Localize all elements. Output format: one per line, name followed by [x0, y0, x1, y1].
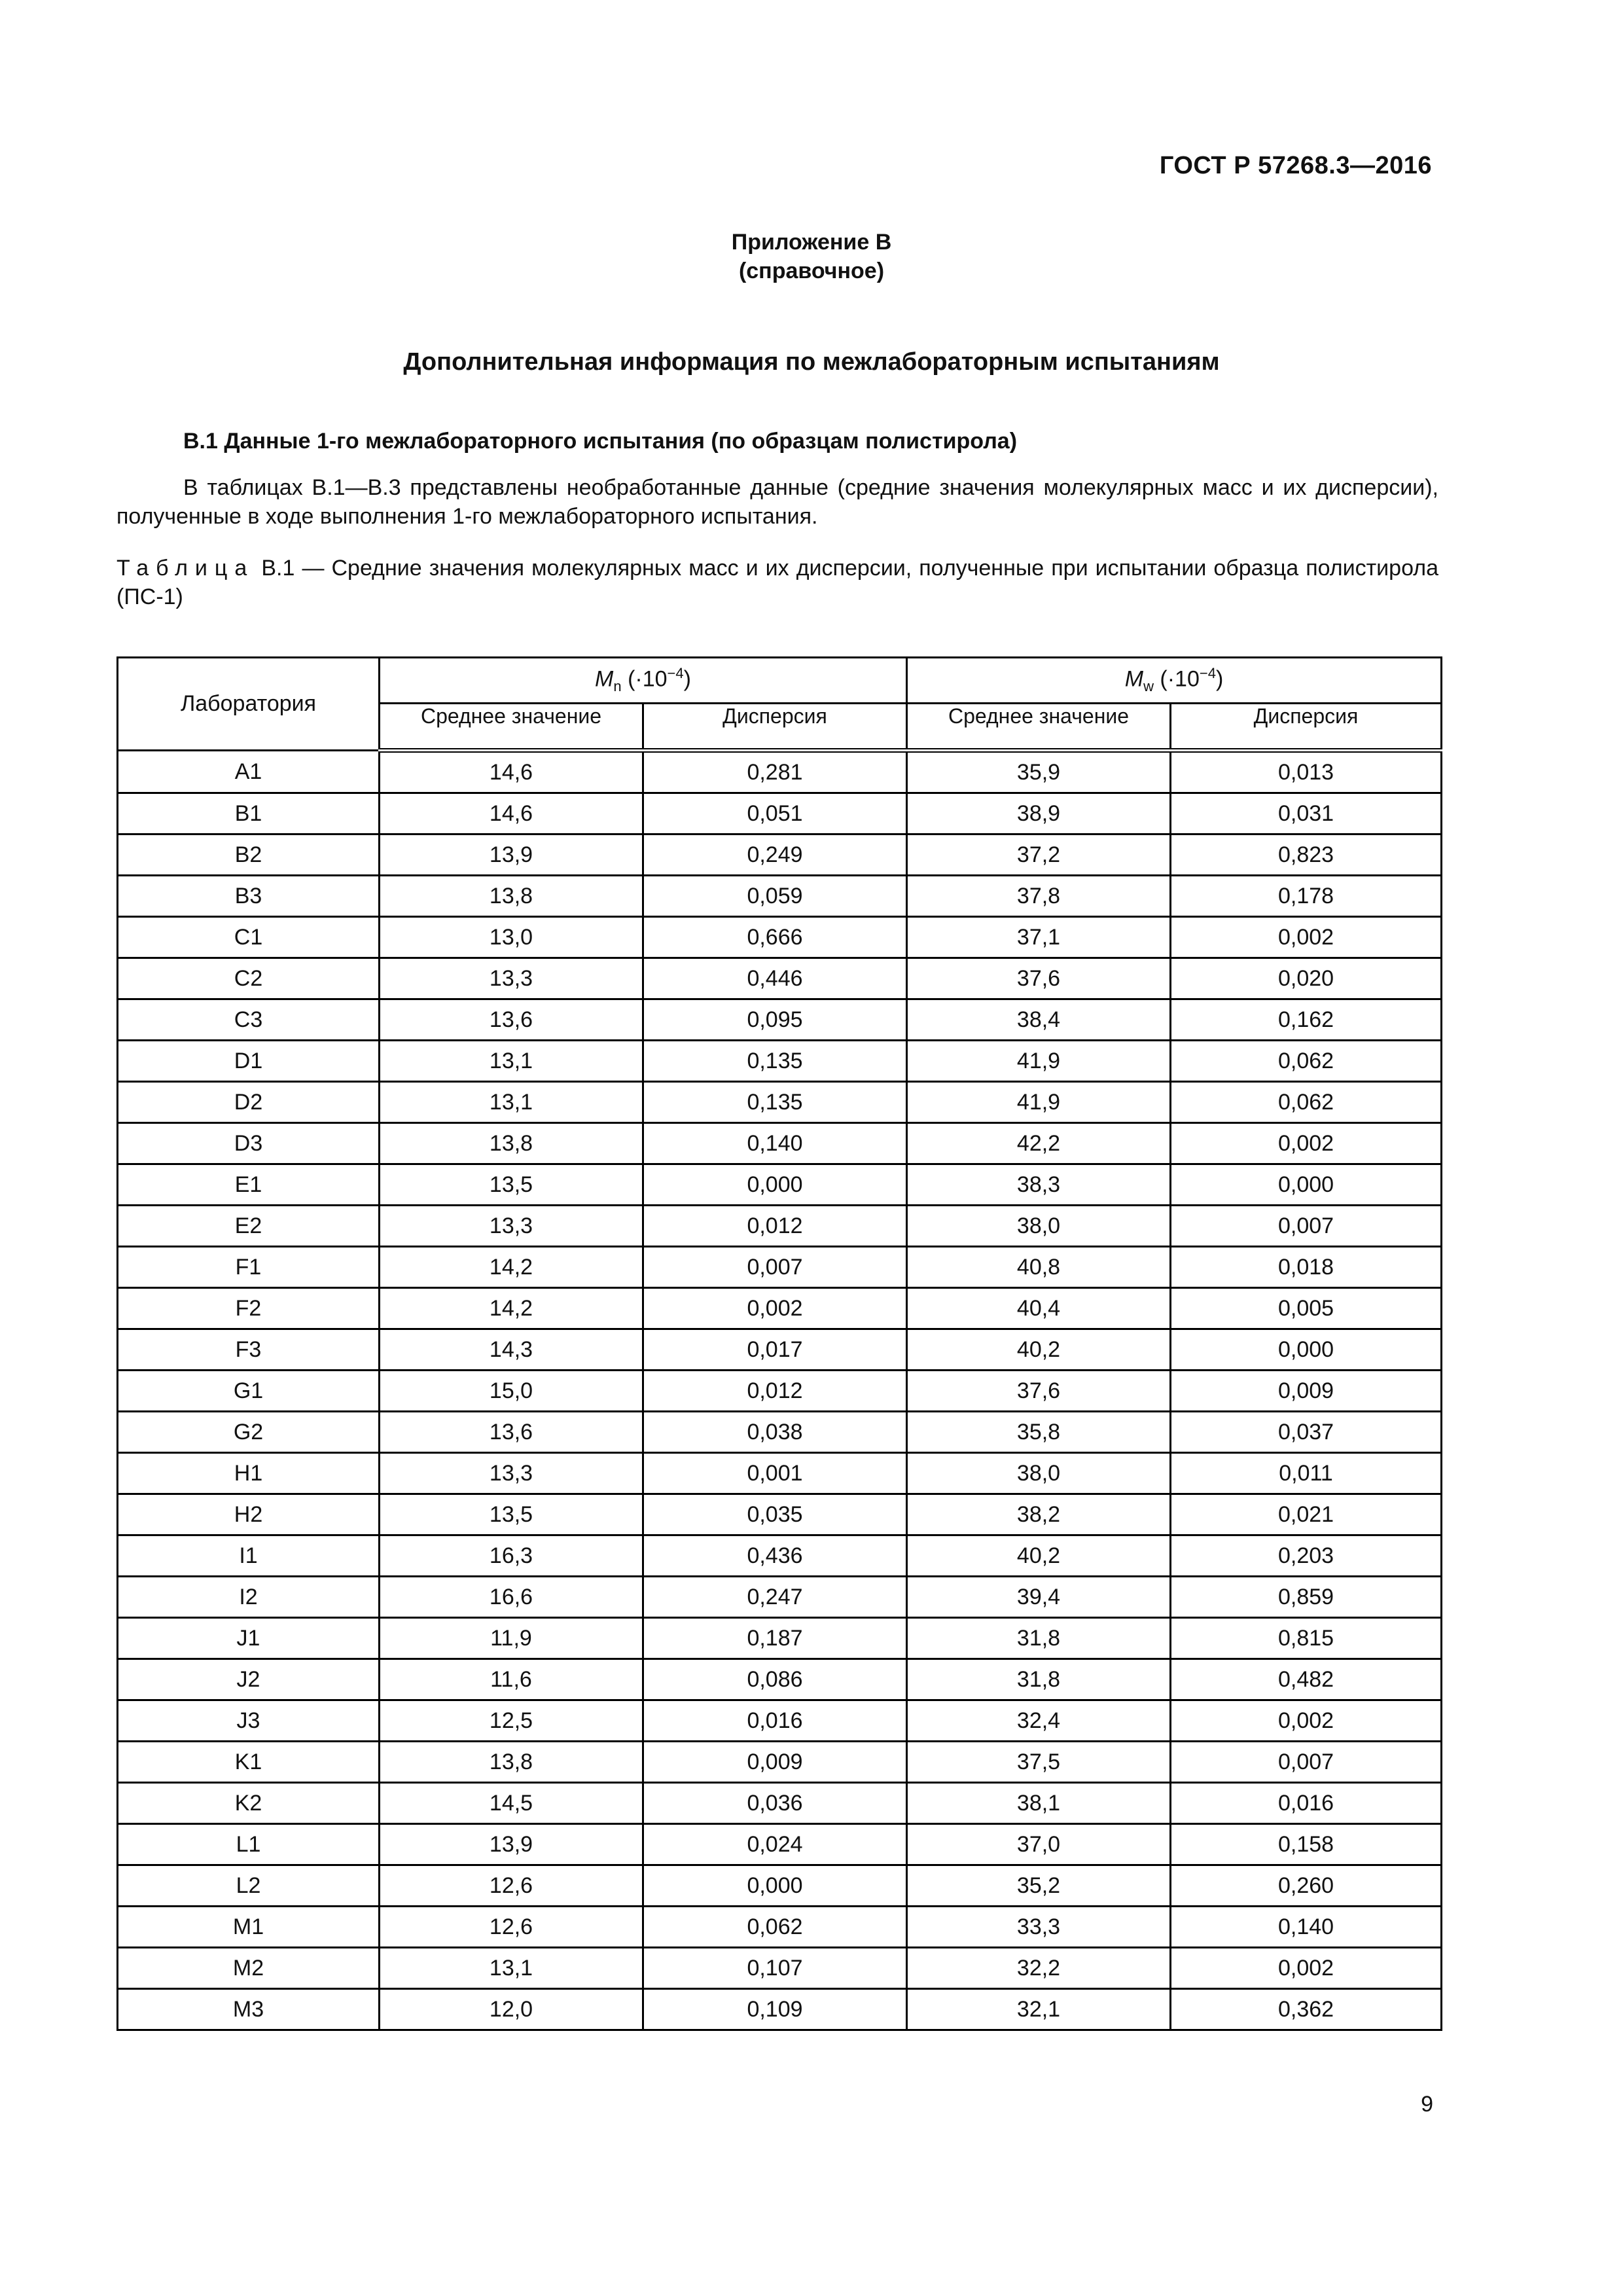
lab-cell: H1 — [118, 1453, 380, 1494]
mn-mean-cell: 12,6 — [380, 1865, 643, 1907]
mn-mean-cell: 13,9 — [380, 1824, 643, 1865]
mw-disp-cell: 0,162 — [1171, 999, 1442, 1041]
mw-disp-cell: 0,013 — [1171, 751, 1442, 793]
mn-mean-cell: 14,6 — [380, 793, 643, 834]
lab-cell: J1 — [118, 1618, 380, 1659]
mn-mean-cell: 13,3 — [380, 1206, 643, 1247]
table-caption — [116, 554, 1438, 611]
mn-disp-cell: 0,012 — [643, 1371, 907, 1412]
mn-disp-cell: 0,051 — [643, 793, 907, 834]
mw-disp-cell: 0,007 — [1171, 1206, 1442, 1247]
annex-title: Приложение В — [731, 230, 892, 255]
lab-cell: I1 — [118, 1535, 380, 1577]
mw-mean-cell: 38,2 — [907, 1494, 1171, 1535]
mw-disp-header: Дисперсия — [1171, 704, 1442, 751]
mw-disp-cell: 0,203 — [1171, 1535, 1442, 1577]
mn-disp-cell: 0,086 — [643, 1659, 907, 1700]
mw-mean-cell: 35,8 — [907, 1412, 1171, 1453]
mw-disp-cell: 0,018 — [1171, 1247, 1442, 1288]
mw-disp-cell: 0,020 — [1171, 958, 1442, 999]
mw-mean-cell: 33,3 — [907, 1907, 1171, 1948]
lab-cell: M2 — [118, 1948, 380, 1989]
mn-disp-cell: 0,135 — [643, 1082, 907, 1123]
mw-disp-cell: 0,002 — [1171, 917, 1442, 958]
lab-header: Лаборатория — [118, 658, 380, 751]
mw-mean-header: Среднее значение — [907, 704, 1171, 751]
mw-mean-cell: 41,9 — [907, 1082, 1171, 1123]
lab-cell: G2 — [118, 1412, 380, 1453]
table-row — [118, 1329, 1442, 1371]
mn-header: $M_n$ $(\cdot 10^{-4})$ — [380, 658, 907, 704]
lab-cell: D1 — [118, 1041, 380, 1082]
mn-disp-cell: 0,059 — [643, 876, 907, 917]
table-row — [118, 751, 1442, 793]
annex-type: (справочное) — [738, 259, 885, 283]
table-row — [118, 1907, 1442, 1948]
table-row — [118, 1535, 1442, 1577]
table-row — [118, 1494, 1442, 1535]
lab-cell: L2 — [118, 1865, 380, 1907]
mw-mean-cell: 38,4 — [907, 999, 1171, 1041]
mw-disp-cell: 0,823 — [1171, 834, 1442, 876]
lab-cell: I2 — [118, 1577, 380, 1618]
mn-disp-cell: 0,140 — [643, 1123, 907, 1164]
section-heading: В.1 Данные 1-го межлабораторного испытания (по образцам полистирола) — [183, 429, 1018, 454]
lab-cell: M3 — [118, 1989, 380, 2030]
lab-cell: K2 — [118, 1783, 380, 1824]
mn-disp-cell: 0,024 — [643, 1824, 907, 1865]
mn-mean-cell: 12,5 — [380, 1700, 643, 1742]
mn-disp-cell: 0,000 — [643, 1865, 907, 1907]
mn-disp-cell: 0,007 — [643, 1247, 907, 1288]
mw-mean-cell: 35,9 — [907, 751, 1171, 793]
lab-cell: K1 — [118, 1742, 380, 1783]
mw-mean-cell: 31,8 — [907, 1659, 1171, 1700]
mn-disp-cell: 0,016 — [643, 1700, 907, 1742]
page-number: 9 — [1421, 2092, 1433, 2117]
mw-mean-cell: 41,9 — [907, 1041, 1171, 1082]
mn-mean-cell: 15,0 — [380, 1371, 643, 1412]
table-row — [118, 1371, 1442, 1412]
mn-mean-cell: 13,3 — [380, 1453, 643, 1494]
table-caption-label: Таблица — [116, 556, 255, 581]
mn-mean-cell: 14,5 — [380, 1783, 643, 1824]
lab-cell: B2 — [118, 834, 380, 876]
mn-mean-cell: 14,2 — [380, 1247, 643, 1288]
lab-cell: C3 — [118, 999, 380, 1041]
table-row — [118, 1247, 1442, 1288]
mw-mean-cell: 35,2 — [907, 1865, 1171, 1907]
table-row — [118, 1742, 1442, 1783]
lab-cell: F1 — [118, 1247, 380, 1288]
table-row — [118, 1453, 1442, 1494]
mw-mean-cell: 38,9 — [907, 793, 1171, 834]
mw-mean-cell: 39,4 — [907, 1577, 1171, 1618]
mn-mean-cell: 13,8 — [380, 1123, 643, 1164]
mw-disp-cell: 0,000 — [1171, 1329, 1442, 1371]
table-row — [118, 1577, 1442, 1618]
table-row — [118, 1700, 1442, 1742]
mn-disp-cell: 0,109 — [643, 1989, 907, 2030]
table-row — [118, 1865, 1442, 1907]
mn-disp-cell: 0,000 — [643, 1164, 907, 1206]
table-row — [118, 1288, 1442, 1329]
mw-disp-cell: 0,062 — [1171, 1082, 1442, 1123]
mw-disp-cell: 0,007 — [1171, 1742, 1442, 1783]
table-row — [118, 876, 1442, 917]
table-row — [118, 1123, 1442, 1164]
lab-cell: D2 — [118, 1082, 380, 1123]
mw-mean-cell: 37,1 — [907, 917, 1171, 958]
lab-cell: M1 — [118, 1907, 380, 1948]
annex-heading — [0, 228, 1623, 285]
mn-disp-cell: 0,036 — [643, 1783, 907, 1824]
lab-cell: B1 — [118, 793, 380, 834]
mw-disp-cell: 0,859 — [1171, 1577, 1442, 1618]
document-code: ГОСТ Р 57268.3—2016 — [1159, 152, 1432, 179]
mn-disp-cell: 0,281 — [643, 751, 907, 793]
mn-mean-cell: 14,2 — [380, 1288, 643, 1329]
mw-mean-cell: 37,2 — [907, 834, 1171, 876]
mn-mean-cell: 14,3 — [380, 1329, 643, 1371]
mn-mean-cell: 11,6 — [380, 1659, 643, 1700]
table-row — [118, 917, 1442, 958]
mw-disp-cell: 0,140 — [1171, 1907, 1442, 1948]
mn-disp-cell: 0,135 — [643, 1041, 907, 1082]
lab-cell: F2 — [118, 1288, 380, 1329]
mn-disp-cell: 0,446 — [643, 958, 907, 999]
lab-cell: D3 — [118, 1123, 380, 1164]
mn-mean-cell: 13,9 — [380, 834, 643, 876]
mn-mean-cell: 12,0 — [380, 1989, 643, 2030]
mn-mean-cell: 13,8 — [380, 1742, 643, 1783]
main-title: Дополнительная информация по межлабораторным испытаниям — [403, 348, 1220, 376]
table-row — [118, 1164, 1442, 1206]
mn-mean-cell: 16,6 — [380, 1577, 643, 1618]
mw-mean-cell: 37,8 — [907, 876, 1171, 917]
mn-mean-cell: 13,6 — [380, 1412, 643, 1453]
mn-mean-cell: 13,1 — [380, 1082, 643, 1123]
mn-mean-cell: 13,1 — [380, 1041, 643, 1082]
mn-disp-cell: 0,038 — [643, 1412, 907, 1453]
mw-disp-cell: 0,178 — [1171, 876, 1442, 917]
mw-disp-cell: 0,002 — [1171, 1123, 1442, 1164]
lab-cell: C2 — [118, 958, 380, 999]
mn-disp-cell: 0,002 — [643, 1288, 907, 1329]
mn-disp-cell: 0,666 — [643, 917, 907, 958]
mw-mean-cell: 37,6 — [907, 958, 1171, 999]
table-body — [118, 751, 1442, 2030]
table-row — [118, 1082, 1442, 1123]
mw-disp-cell: 0,260 — [1171, 1865, 1442, 1907]
lab-cell: J3 — [118, 1700, 380, 1742]
mw-disp-cell: 0,016 — [1171, 1783, 1442, 1824]
lab-cell: E2 — [118, 1206, 380, 1247]
mw-mean-cell: 32,2 — [907, 1948, 1171, 1989]
mw-disp-cell: 0,037 — [1171, 1412, 1442, 1453]
table-row — [118, 958, 1442, 999]
mn-mean-cell: 11,9 — [380, 1618, 643, 1659]
lab-cell: H2 — [118, 1494, 380, 1535]
lab-cell: E1 — [118, 1164, 380, 1206]
mn-mean-cell: 13,5 — [380, 1164, 643, 1206]
mw-mean-cell: 37,5 — [907, 1742, 1171, 1783]
mn-mean-cell: 12,6 — [380, 1907, 643, 1948]
mw-mean-cell: 40,4 — [907, 1288, 1171, 1329]
mw-disp-cell: 0,000 — [1171, 1164, 1442, 1206]
mw-mean-cell: 40,2 — [907, 1329, 1171, 1371]
lab-cell: C1 — [118, 917, 380, 958]
mn-disp-cell: 0,247 — [643, 1577, 907, 1618]
table-row — [118, 1989, 1442, 2030]
mn-disp-cell: 0,436 — [643, 1535, 907, 1577]
table-row — [118, 793, 1442, 834]
mw-disp-cell: 0,482 — [1171, 1659, 1442, 1700]
mn-disp-cell: 0,187 — [643, 1618, 907, 1659]
mw-mean-cell: 32,4 — [907, 1700, 1171, 1742]
mn-disp-header: Дисперсия — [643, 704, 907, 751]
mw-mean-cell: 40,8 — [907, 1247, 1171, 1288]
mw-disp-cell: 0,002 — [1171, 1948, 1442, 1989]
mw-mean-cell: 32,1 — [907, 1989, 1171, 2030]
table-row — [118, 1206, 1442, 1247]
lab-cell: L1 — [118, 1824, 380, 1865]
mn-mean-cell: 14,6 — [380, 751, 643, 793]
mn-mean-cell: 13,0 — [380, 917, 643, 958]
lab-cell: F3 — [118, 1329, 380, 1371]
mw-mean-cell: 42,2 — [907, 1123, 1171, 1164]
data-table — [116, 656, 1442, 2031]
mw-disp-cell: 0,815 — [1171, 1618, 1442, 1659]
lab-cell: G1 — [118, 1371, 380, 1412]
mn-mean-cell: 13,3 — [380, 958, 643, 999]
intro-paragraph: В таблицах В.1—В.3 представлены необработанные данные (средние значения молекулярных масс и их дисперсии), полученные в ходе выполнения 1-го межлабораторного испытания. — [116, 475, 1438, 529]
mw-disp-cell: 0,062 — [1171, 1041, 1442, 1082]
table-row — [118, 999, 1442, 1041]
table-row — [118, 1659, 1442, 1700]
mw-mean-cell: 38,0 — [907, 1206, 1171, 1247]
mn-mean-cell: 13,8 — [380, 876, 643, 917]
mn-disp-cell: 0,001 — [643, 1453, 907, 1494]
mw-mean-cell: 38,1 — [907, 1783, 1171, 1824]
mn-mean-cell: 13,6 — [380, 999, 643, 1041]
table-row — [118, 1948, 1442, 1989]
table-row — [118, 1412, 1442, 1453]
mw-mean-cell: 38,3 — [907, 1164, 1171, 1206]
mw-mean-cell: 31,8 — [907, 1618, 1171, 1659]
mn-disp-cell: 0,035 — [643, 1494, 907, 1535]
mn-disp-cell: 0,012 — [643, 1206, 907, 1247]
mw-mean-cell: 38,0 — [907, 1453, 1171, 1494]
lab-cell: A1 — [118, 751, 380, 793]
mn-disp-cell: 0,062 — [643, 1907, 907, 1948]
mn-mean-cell: 13,1 — [380, 1948, 643, 1989]
mn-mean-cell: 16,3 — [380, 1535, 643, 1577]
mn-disp-cell: 0,017 — [643, 1329, 907, 1371]
mw-disp-cell: 0,005 — [1171, 1288, 1442, 1329]
mw-mean-cell: 40,2 — [907, 1535, 1171, 1577]
mw-disp-cell: 0,158 — [1171, 1824, 1442, 1865]
mn-mean-cell: 13,5 — [380, 1494, 643, 1535]
mn-disp-cell: 0,107 — [643, 1948, 907, 1989]
mw-disp-cell: 0,031 — [1171, 793, 1442, 834]
mn-mean-header: Среднее значение — [380, 704, 643, 751]
mw-disp-cell: 0,009 — [1171, 1371, 1442, 1412]
lab-cell: J2 — [118, 1659, 380, 1700]
table-row — [118, 834, 1442, 876]
table-row — [118, 1618, 1442, 1659]
mn-disp-cell: 0,095 — [643, 999, 907, 1041]
mw-disp-cell: 0,021 — [1171, 1494, 1442, 1535]
mn-disp-cell: 0,009 — [643, 1742, 907, 1783]
table-row — [118, 1041, 1442, 1082]
mw-disp-cell: 0,362 — [1171, 1989, 1442, 2030]
mn-disp-cell: 0,249 — [643, 834, 907, 876]
mw-mean-cell: 37,6 — [907, 1371, 1171, 1412]
lab-cell: B3 — [118, 876, 380, 917]
table-caption-text: В.1 — Средние значения молекулярных масс и их дисперсии, полученные при испытании образца полистирола (ПС-1) — [116, 556, 1438, 609]
table-row — [118, 1824, 1442, 1865]
mw-disp-cell: 0,011 — [1171, 1453, 1442, 1494]
mw-header: $M_w$ $(\cdot 10^{-4})$ — [907, 658, 1442, 704]
table-row — [118, 1783, 1442, 1824]
mw-mean-cell: 37,0 — [907, 1824, 1171, 1865]
mw-disp-cell: 0,002 — [1171, 1700, 1442, 1742]
